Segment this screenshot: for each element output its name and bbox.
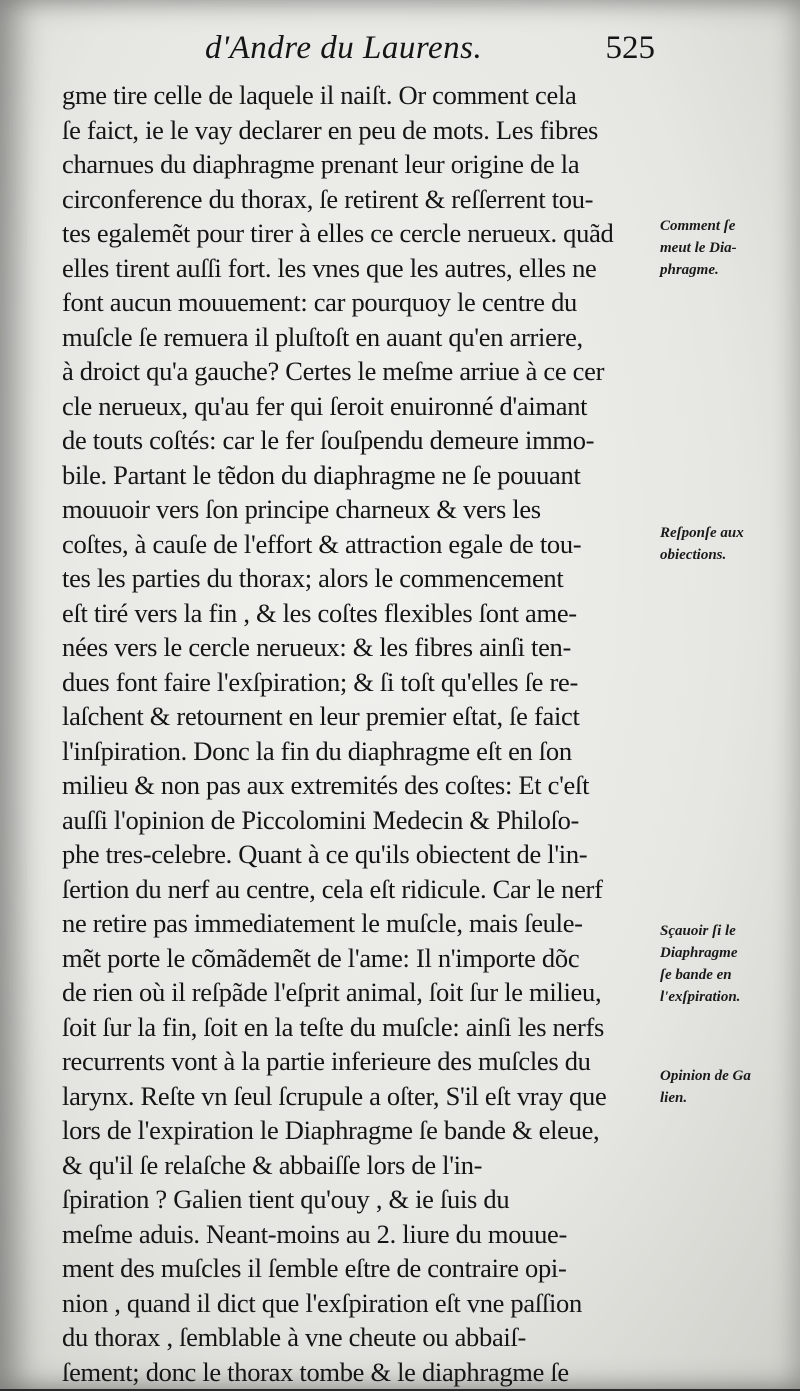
text-line: ne retire pas immediatement le muſcle, mais ſeule- xyxy=(62,908,583,938)
margin-note-line: Diaphragme xyxy=(660,945,738,961)
text-line: tes egalemẽt pour tirer à elles ce cercle nerueux. quãd xyxy=(62,218,614,248)
text-line: meſme aduis. Neant-moins au 2. liure du mouue- xyxy=(62,1218,568,1249)
text-line: ſe faict, ie le vay declarer en peu de mots. Les fibres xyxy=(62,114,599,145)
text-line: gme tire celle de laquele il naiſt. Or comment cela xyxy=(62,80,577,110)
text-line: à droict qu'a gauche? Certes le meſme arriue à ce cer xyxy=(62,356,605,386)
text-line: de touts coſtés: car le fer ſouſpendu demeure immo- xyxy=(62,425,595,455)
margin-note xyxy=(660,215,800,281)
text-line: laſchent & retournent en leur premier eſtat, ſe faict xyxy=(62,701,580,731)
text-line: dues font faire l'exſpiration; & ſi toſt qu'elles ſe re- xyxy=(62,666,578,697)
text-line: lors de l'expiration le Diaphragme ſe bande & eleue, xyxy=(62,1115,600,1145)
text-line: & qu'il ſe relaſche & abbaiſſe lors de l'in- xyxy=(62,1149,483,1180)
text-line: milieu & non pas aux extremités des coſtes: Et c'eſt xyxy=(62,770,590,800)
text-line: larynx. Reſte vn ſeul ſcrupule a oſter, S'il eſt vray que xyxy=(62,1080,607,1111)
text-line: eſt tiré vers la fin , & les coſtes flexibles ſont ame- xyxy=(62,597,577,628)
text-line: elles tirent auſſi fort. les vnes que les autres, elles ne xyxy=(62,252,597,283)
text-line: de rien où il reſpãde l'eſprit animal, ſoit ſur le milieu, xyxy=(62,977,602,1007)
text-line: ment des muſcles il ſemble eſtre de contraire opi- xyxy=(62,1253,567,1283)
text-line: cle nerueux, qu'au fer qui ſeroit enuironné d'aimant xyxy=(62,390,588,421)
text-line: bile. Partant le tẽdon du diaphragme ne ſe pouuant xyxy=(62,459,581,490)
margin-note-line: Reſponſe aux xyxy=(660,525,744,541)
margin-note xyxy=(660,920,800,1008)
text-line: du thorax , ſemblable à vne cheute ou abbaiſ- xyxy=(62,1322,527,1352)
margin-note xyxy=(660,1065,800,1109)
text-line: mouuoir vers ſon principe charneux & vers les xyxy=(62,494,541,524)
text-line: font aucun mouuement: car pourquoy le centre du xyxy=(62,287,577,317)
text-line: tes les parties du thorax; alors le commencement xyxy=(62,563,564,593)
margin-note-line: lien. xyxy=(660,1090,688,1106)
text-line: l'inſpiration. Donc la fin du diaphragme eſt en ſon xyxy=(62,735,572,766)
margin-note-line: Comment ſe xyxy=(660,218,736,234)
page-number: 525 xyxy=(605,30,655,66)
page-header xyxy=(205,26,685,74)
text-line: ſement; donc le thorax tombe & le diaphragme ſe xyxy=(62,1356,569,1387)
text-line: nées vers le cercle nerueux: & les fibres ainſi ten- xyxy=(62,632,572,662)
text-line: mẽt porte le cõmãdemẽt de l'ame: Il n'importe dõc xyxy=(62,942,580,973)
margin-note xyxy=(660,522,800,566)
margin-note-line: ſe bande en xyxy=(660,967,732,983)
text-line: circonference du thorax, ſe retirent & reſſerrent tou- xyxy=(62,183,594,214)
margin-note-line: meut le Dia- xyxy=(660,240,737,256)
text-line: charnues du diaphragme prenant leur origine de la xyxy=(62,149,580,179)
text-line: coſtes, à cauſe de l'effort & attraction egale de tou- xyxy=(62,528,582,559)
text-line: nion , quand il dict que l'exſpiration eſt vne paſſion xyxy=(62,1287,582,1318)
text-line: ſertion du nerf au centre, cela eſt ridicule. Car le nerf xyxy=(62,873,603,904)
text-line: muſcle ſe remuera il pluſtoſt en auant qu'en arriere, xyxy=(62,321,583,352)
margin-note-line: Sçauoir ſi le xyxy=(660,923,736,939)
text-line: recurrents vont à la partie inferieure des muſcles du xyxy=(62,1046,591,1076)
margin-note-line: l'exſpiration. xyxy=(660,989,741,1005)
text-line: ſpiration ? Galien tient qu'ouy , & ie ſuis du xyxy=(62,1184,510,1214)
text-line: auſſi l'opinion de Piccolomini Medecin & Philoſo- xyxy=(62,804,580,835)
text-line: phe tres-celebre. Quant à ce qu'ils obiectent de l'in- xyxy=(62,839,588,869)
margin-note-line: obiections. xyxy=(660,547,727,563)
margin-note-line: Opinion de Ga xyxy=(660,1068,751,1084)
running-head: d'Andre du Laurens. xyxy=(205,30,483,66)
text-line: ſoit ſur la fin, ſoit en la teſte du muſcle: ainſi les nerfs xyxy=(62,1011,605,1042)
margin-note-line: phragme. xyxy=(660,262,719,278)
